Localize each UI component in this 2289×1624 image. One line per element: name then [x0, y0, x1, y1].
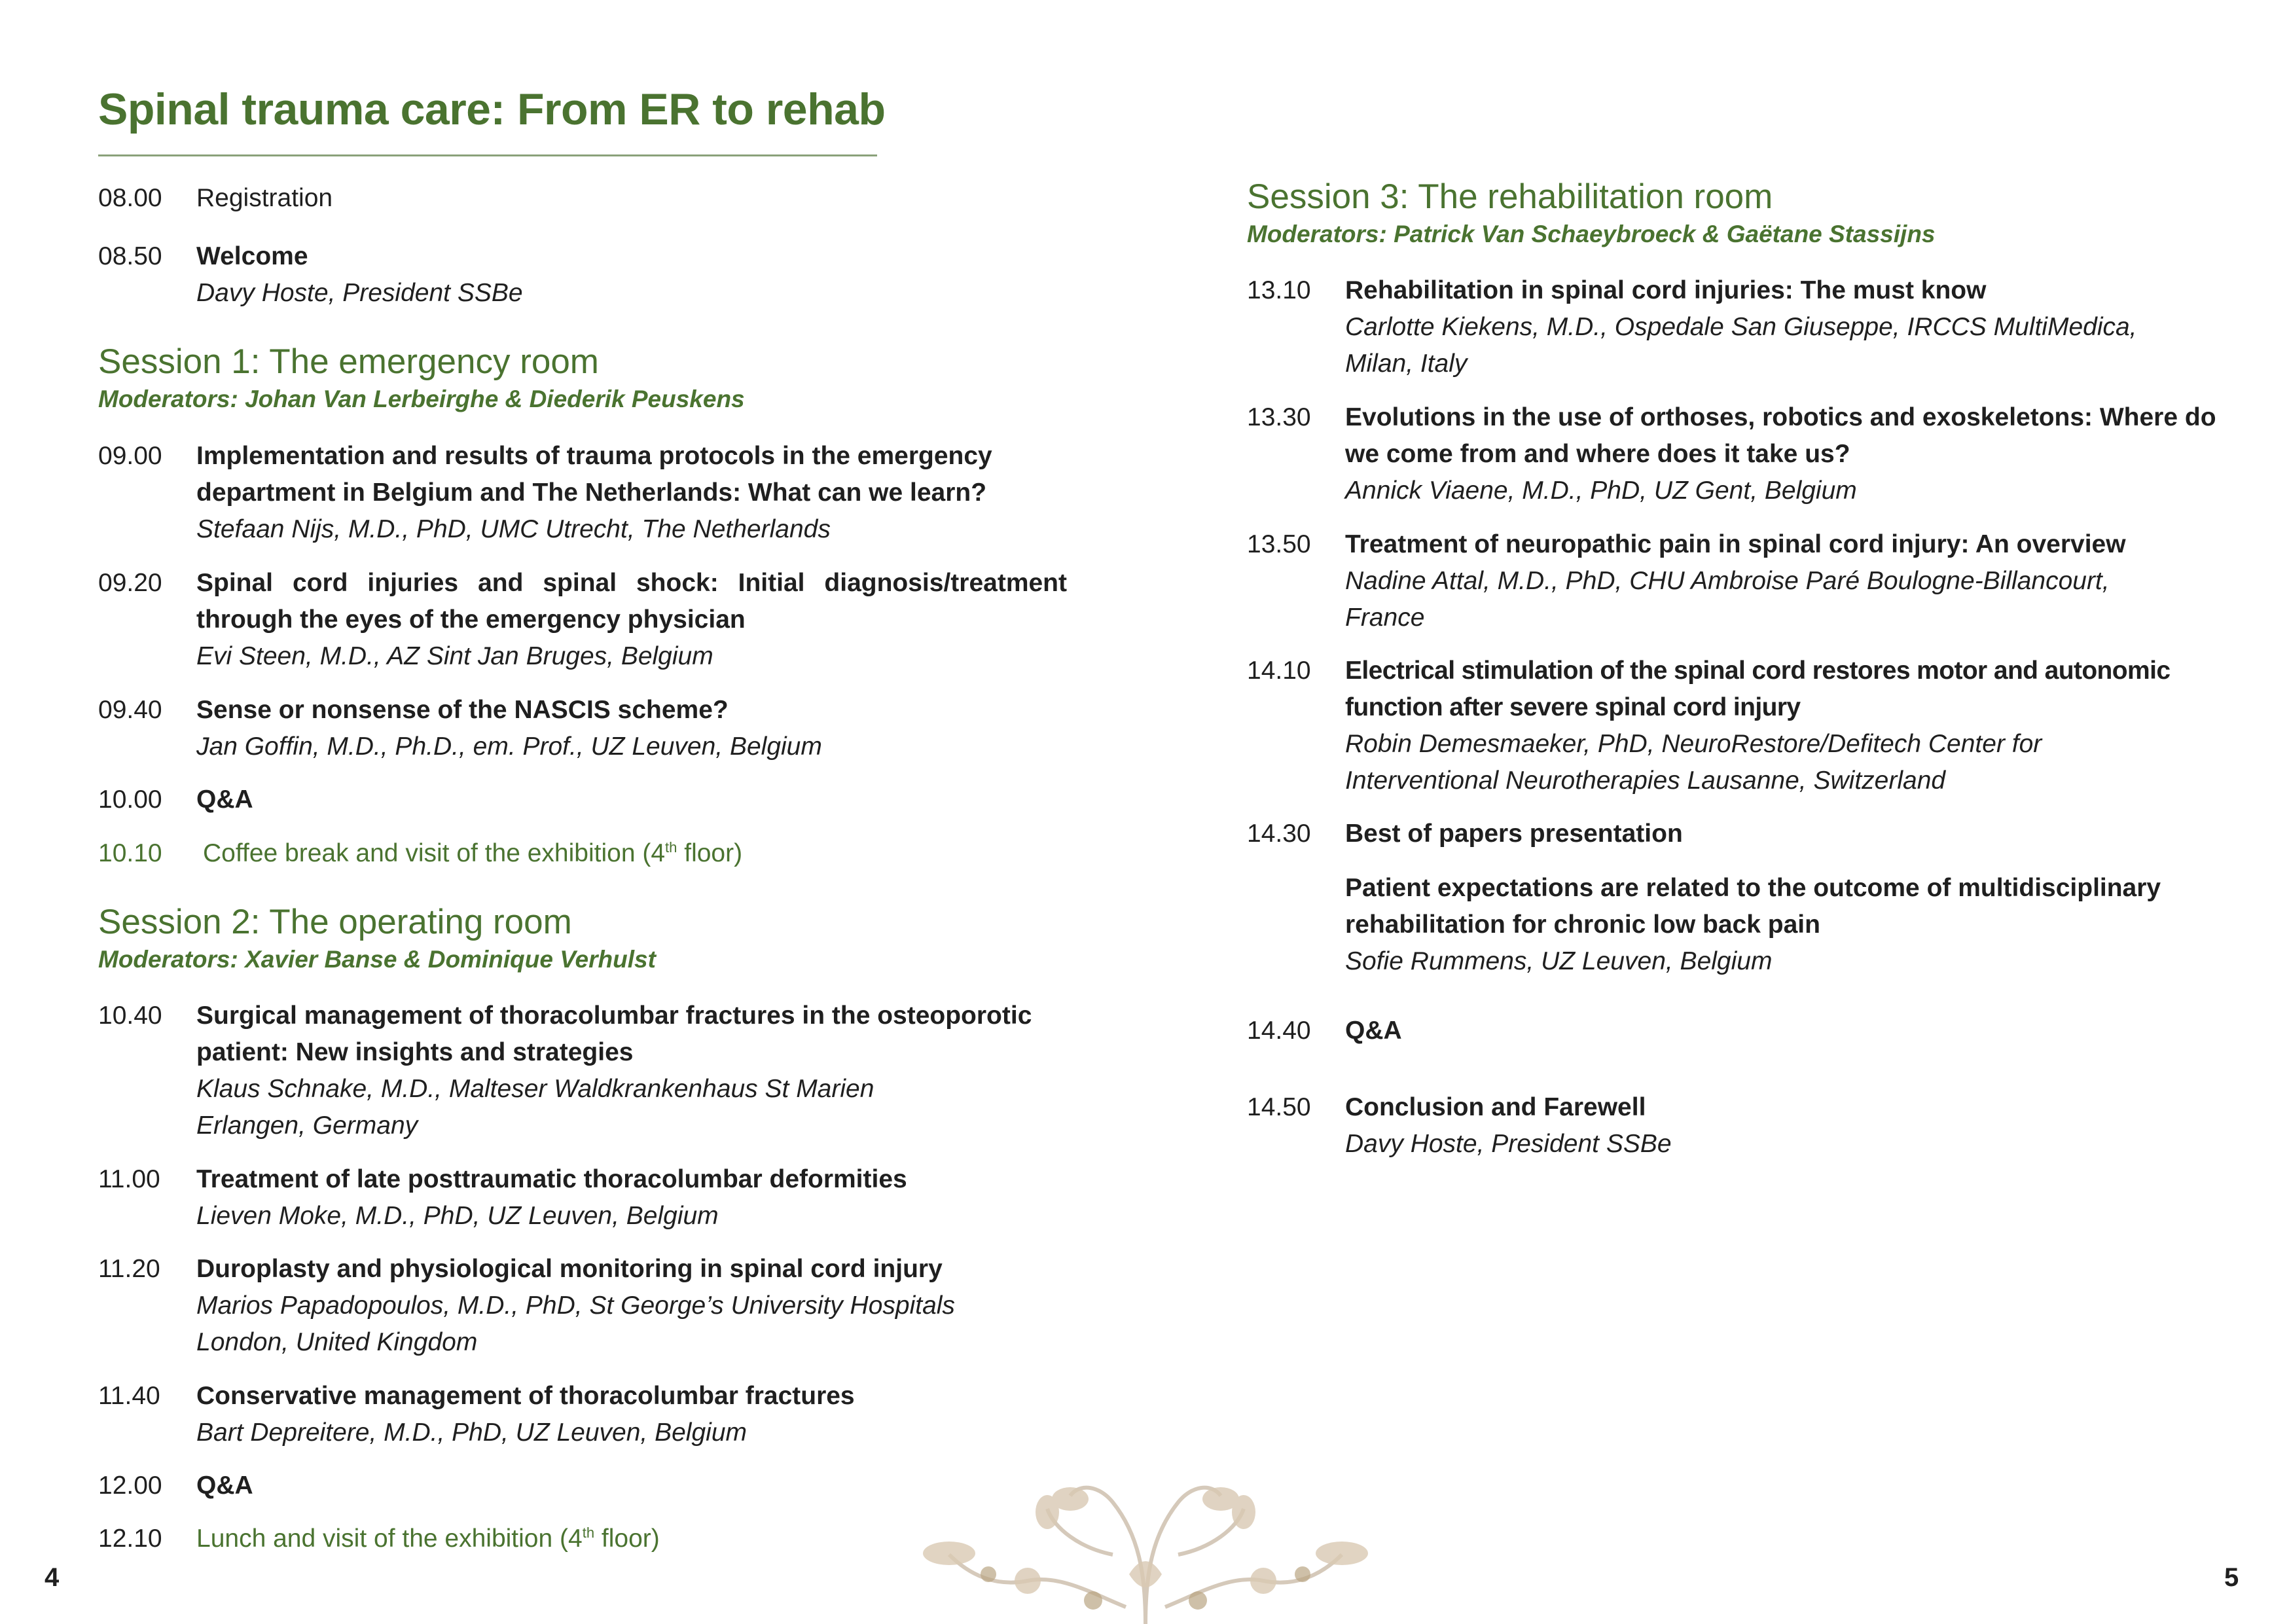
item-time: 11.20 — [98, 1255, 160, 1283]
session-moderators: Moderators: Patrick Van Schaeybroeck & Gaëtane Stassijns — [1247, 221, 1936, 247]
agenda-item — [98, 692, 1067, 765]
session-moderators: Moderators: Xavier Banse & Dominique Verhulst — [98, 946, 656, 973]
item-title: Best of papers presentation — [1345, 820, 1683, 848]
item-title: Q&A — [196, 1471, 253, 1500]
item-title: Patient expectations are related to the outcome of multidisciplinary rehabilitation for chronic low back pain — [1345, 874, 2161, 939]
item-time: 10.40 — [98, 1001, 162, 1030]
agenda-item-welcome — [98, 238, 1067, 312]
item-speaker-location: France — [1345, 604, 1425, 632]
item-title: Conservative management of thoracolumbar fractures — [196, 1382, 855, 1410]
item-title: Coffee break and visit of the exhibition (4th floor) — [203, 839, 743, 867]
item-time: 09.00 — [98, 442, 162, 470]
agenda-item — [98, 1378, 1067, 1451]
item-time: 08.50 — [98, 242, 162, 270]
agenda-item — [1247, 399, 2229, 509]
item-title: Lunch and visit of the exhibition (4th floor) — [196, 1525, 660, 1553]
item-title: Sense or nonsense of the NASCIS scheme? — [196, 696, 729, 724]
page-number-left: 4 — [45, 1563, 60, 1592]
item-title: Registration — [196, 184, 333, 212]
item-time: 14.30 — [1247, 820, 1311, 848]
item-speaker-location: London, United Kingdom — [196, 1328, 478, 1356]
item-time: 13.50 — [1247, 530, 1311, 558]
page-title: Spinal trauma care: From ER to rehab — [98, 84, 886, 134]
session-1-header — [98, 342, 1067, 416]
title-divider — [98, 154, 877, 156]
item-title: Treatment of late posttraumatic thoracolumbar deformities — [196, 1165, 907, 1193]
item-title: Spinal cord injuries and spinal shock: Initial diagnosis/treatment through the eyes of the emergency physician — [196, 569, 1067, 634]
agenda-item — [98, 1251, 1067, 1361]
item-title: Duroplasty and physiological monitoring in spinal cord injury — [196, 1255, 943, 1283]
item-speaker-location: Erlangen, Germany — [196, 1111, 418, 1140]
item-speaker: Stefaan Nijs, M.D., PhD, UMC Utrecht, The Netherlands — [196, 515, 831, 543]
agenda-item — [98, 998, 1067, 1144]
agenda-item-qa — [1247, 1013, 2229, 1049]
item-speaker: Robin Demesmaeker, PhD, NeuroRestore/Defitech Center for — [1345, 730, 2042, 758]
item-time: 09.40 — [98, 696, 162, 724]
item-speaker: Davy Hoste, President SSBe — [1345, 1130, 1672, 1158]
item-title: Q&A — [196, 785, 253, 814]
session-title: Session 2: The operating room — [98, 903, 572, 941]
item-time: 12.00 — [98, 1471, 162, 1500]
session-2-header — [98, 902, 1067, 977]
item-time: 12.10 — [98, 1525, 162, 1553]
agenda-item — [1247, 816, 2229, 852]
agenda-item — [98, 1161, 1067, 1235]
item-time: 11.40 — [98, 1382, 160, 1410]
item-title: Rehabilitation in spinal cord injuries: The must know — [1345, 276, 1987, 304]
floral-ornament-icon — [897, 1476, 1394, 1624]
session-title: Session 3: The rehabilitation room — [1247, 177, 1773, 216]
item-title: Evolutions in the use of orthoses, robotics and exoskeletons: Where do we come from and where does it take us? — [1345, 403, 2216, 468]
item-speaker: Davy Hoste, President SSBe — [196, 279, 523, 307]
item-speaker: Klaus Schnake, M.D., Malteser Waldkrankenhaus St Marien — [196, 1075, 874, 1103]
item-speaker: Jan Goffin, M.D., Ph.D., em. Prof., UZ Leuven, Belgium — [196, 732, 822, 761]
agenda-item-qa — [98, 782, 1067, 818]
page-number-right: 5 — [2224, 1563, 2239, 1592]
item-title: Implementation and results of trauma protocols in the emergency department in Belgium and The Netherlands: What can we learn? — [196, 442, 992, 507]
item-speaker: Bart Depreitere, M.D., PhD, UZ Leuven, Belgium — [196, 1418, 747, 1447]
session-moderators: Moderators: Johan Van Lerbeirghe & Diederik Peuskens — [98, 386, 745, 412]
session-title: Session 1: The emergency room — [98, 342, 599, 381]
item-time: 10.10 — [98, 839, 162, 867]
item-speaker: Sofie Rummens, UZ Leuven, Belgium — [1345, 947, 1773, 975]
item-time: 11.00 — [98, 1165, 160, 1193]
item-speaker: Lieven Moke, M.D., PhD, UZ Leuven, Belgium — [196, 1202, 719, 1230]
item-speaker-location: Milan, Italy — [1345, 350, 1468, 378]
item-time: 13.30 — [1247, 403, 1311, 431]
agenda-item — [1247, 653, 2229, 799]
item-speaker: Evi Steen, M.D., AZ Sint Jan Bruges, Belgium — [196, 642, 713, 670]
item-title: Treatment of neuropathic pain in spinal cord injury: An overview — [1345, 530, 2126, 558]
agenda-item-paper — [1247, 870, 2229, 980]
agenda-item — [98, 565, 1067, 675]
agenda-item-registration — [98, 180, 1067, 217]
item-speaker: Carlotte Kiekens, M.D., Ospedale San Giuseppe, IRCCS MultiMedica, — [1345, 313, 2137, 341]
item-speaker: Nadine Attal, M.D., PhD, CHU Ambroise Paré Boulogne-Billancourt, — [1345, 567, 2110, 595]
item-time: 14.10 — [1247, 657, 1311, 685]
item-time: 10.00 — [98, 785, 162, 814]
agenda-item-conclusion — [1247, 1089, 2229, 1163]
agenda-item-coffee-break — [98, 835, 1067, 872]
session-3-header — [1247, 177, 2229, 251]
item-time: 08.00 — [98, 184, 162, 212]
item-speaker: Marios Papadopoulos, M.D., PhD, St George’s University Hospitals — [196, 1291, 955, 1320]
agenda-item — [1247, 272, 2229, 382]
item-title: Surgical management of thoracolumbar fractures in the osteoporotic patient: New insights and strategies — [196, 1001, 1032, 1066]
item-title: Conclusion and Farewell — [1345, 1093, 1646, 1121]
item-title: Welcome — [196, 242, 308, 270]
item-speaker: Annick Viaene, M.D., PhD, UZ Gent, Belgium — [1345, 477, 1857, 505]
item-title: Electrical stimulation of the spinal cord restores motor and autonomic function after severe spinal cord injury — [1345, 657, 2171, 721]
agenda-item — [1247, 526, 2229, 636]
item-time: 14.50 — [1247, 1093, 1311, 1121]
item-time: 14.40 — [1247, 1017, 1311, 1045]
item-title: Q&A — [1345, 1017, 1402, 1045]
item-time: 13.10 — [1247, 276, 1311, 304]
item-speaker-location: Interventional Neurotherapies Lausanne, Switzerland — [1345, 767, 1946, 795]
agenda-item — [98, 438, 1067, 548]
item-time: 09.20 — [98, 569, 162, 597]
